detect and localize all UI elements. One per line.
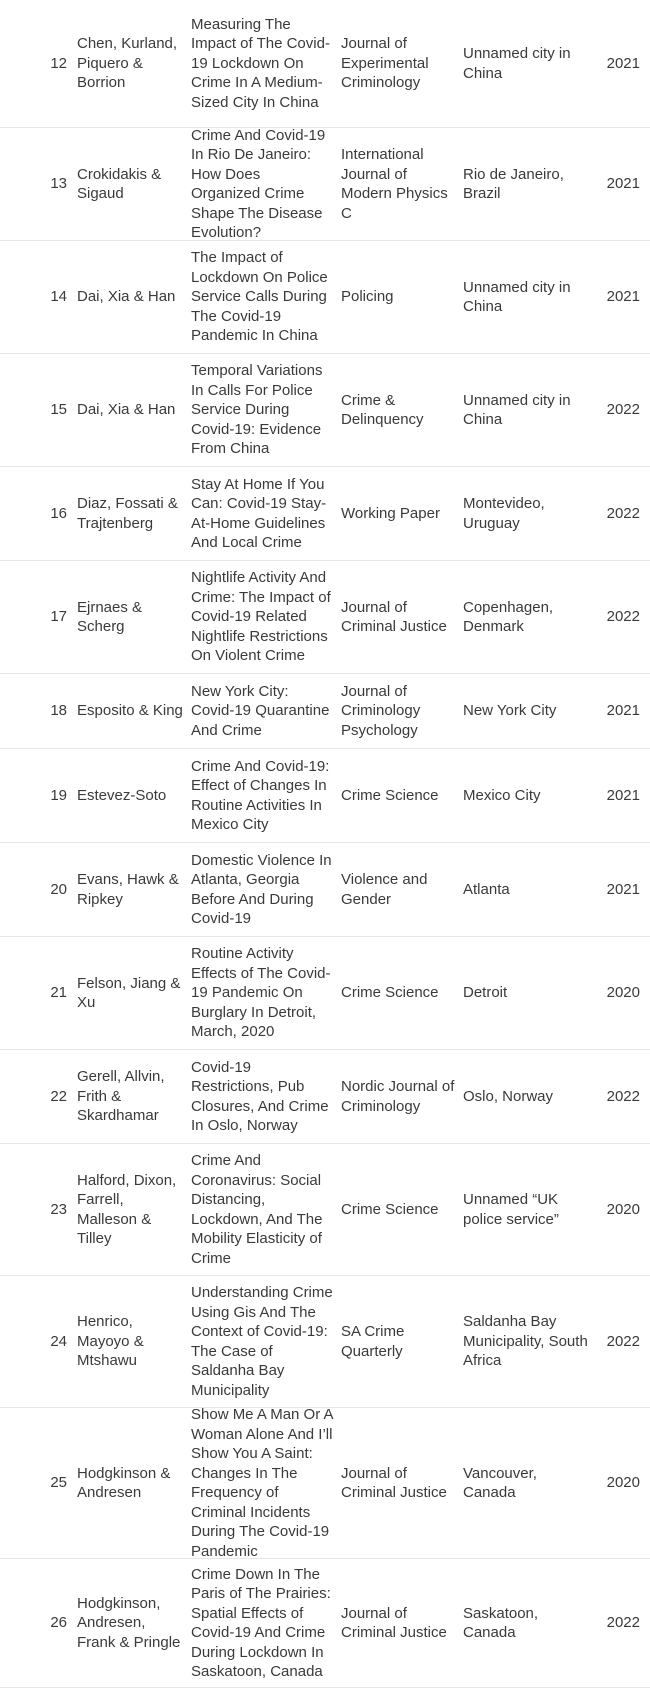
authors-cell: Esposito & King: [77, 702, 183, 720]
year-cell: 2021: [606, 288, 640, 306]
title-cell: Routine Activity Effects of The Covid-19 Pandemic On Burglary In Detroit, March, 2020: [191, 945, 331, 1041]
location-cell: Saskatoon, Canada: [463, 1604, 539, 1641]
table-row: [0, 843, 650, 937]
journal-cell: Policing: [341, 288, 394, 306]
year-cell: 2021: [606, 880, 640, 898]
row-number: 25: [50, 1474, 67, 1492]
table-row: [0, 1144, 650, 1276]
location-cell: Unnamed city in China: [463, 391, 571, 428]
table-row: [0, 1050, 650, 1144]
journal-cell: International Journal of Modern Physics C: [341, 146, 448, 222]
year-cell: 2022: [606, 608, 640, 626]
authors-cell: Evans, Hawk & Ripkey: [77, 871, 179, 908]
row-number: 23: [50, 1200, 67, 1218]
authors-cell: Gerell, Allvin, Frith & Skardhamar: [77, 1068, 165, 1125]
year-cell: 2021: [606, 702, 640, 720]
title-cell: Domestic Violence In Atlanta, Georgia Before And During Covid-19: [191, 851, 332, 927]
row-number: 16: [50, 504, 67, 522]
title-cell: Crime Down In The Paris of The Prairies: Spatial Effects of Covid-19 And Crime During Lockdown In Saskatoon, Canada: [191, 1565, 331, 1680]
table-row: [0, 128, 650, 241]
journal-cell: Crime & Delinquency: [341, 391, 424, 428]
row-number: 12: [50, 54, 67, 72]
title-cell: Nightlife Activity And Crime: The Impact of Covid-19 Related Nightlife Restrictions On Violent Crime: [191, 569, 331, 665]
table-row: [0, 0, 650, 128]
row-number: 15: [50, 401, 67, 419]
location-cell: Vancouver, Canada: [463, 1464, 537, 1501]
location-cell: Atlanta: [463, 880, 510, 898]
authors-cell: Dai, Xia & Han: [77, 401, 176, 419]
title-cell: Crime And Covid-19 In Rio De Janeiro: How Does Organized Crime Shape The Disease Evolution?: [191, 126, 326, 241]
year-cell: 2022: [606, 1332, 640, 1350]
title-cell: The Impact of Lockdown On Police Service Calls During The Covid-19 Pandemic In China: [191, 249, 328, 345]
location-cell: Detroit: [463, 984, 508, 1002]
row-number: 24: [50, 1332, 67, 1350]
location-cell: Unnamed “UK police service”: [463, 1191, 559, 1228]
journal-cell: Crime Science: [341, 786, 439, 804]
location-cell: New York City: [463, 702, 557, 720]
journal-cell: Journal of Experimental Criminology: [341, 35, 429, 92]
location-cell: Copenhagen, Denmark: [463, 598, 554, 635]
title-cell: Show Me A Man Or A Woman Alone And I’ll Show You A Saint: Changes In The Frequency of Criminal Incidents During The Covid-19 Pandemic: [191, 1406, 333, 1560]
year-cell: 2022: [606, 401, 640, 419]
journal-cell: Working Paper: [341, 504, 440, 522]
year-cell: 2020: [606, 984, 640, 1002]
year-cell: 2022: [606, 504, 640, 522]
authors-cell: Diaz, Fossati & Trajtenberg: [77, 495, 178, 532]
title-cell: Crime And Coronavirus: Social Distancing, Lockdown, And The Mobility Elasticity of Crime: [191, 1152, 323, 1267]
year-cell: 2022: [606, 1087, 640, 1105]
journal-cell: Journal of Criminal Justice: [341, 1604, 447, 1641]
authors-cell: Halford, Dixon, Farrell, Malleson & Tilley: [77, 1171, 177, 1247]
journal-cell: SA Crime Quarterly: [341, 1323, 405, 1360]
row-number: 20: [50, 880, 67, 898]
authors-cell: Henrico, Mayoyo & Mtshawu: [77, 1313, 144, 1370]
title-cell: New York City: Covid-19 Quarantine And Crime: [191, 682, 330, 739]
journal-cell: Journal of Criminal Justice: [341, 598, 447, 635]
title-cell: Understanding Crime Using Gis And The Context of Covid-19: The Case of Saldanha Bay Municipality: [191, 1284, 333, 1399]
location-cell: Rio de Janeiro, Brazil: [463, 165, 564, 202]
location-cell: Unnamed city in China: [463, 45, 571, 82]
title-cell: Covid-19 Restrictions, Pub Closures, And Crime In Oslo, Norway: [191, 1058, 329, 1134]
location-cell: Oslo, Norway: [463, 1087, 554, 1105]
table-row: [0, 241, 650, 354]
row-number: 14: [50, 288, 67, 306]
location-cell: Montevideo, Uruguay: [463, 495, 545, 532]
authors-cell: Dai, Xia & Han: [77, 288, 176, 306]
location-cell: Mexico City: [463, 786, 541, 804]
year-cell: 2021: [606, 175, 640, 193]
table-row: [0, 1408, 650, 1559]
title-cell: Measuring The Impact of The Covid-19 Lockdown On Crime In A Medium-Sized City In China: [191, 15, 330, 111]
table-row: [0, 1276, 650, 1408]
authors-cell: Ejrnaes & Scherg: [77, 598, 143, 635]
journal-cell: Journal of Criminal Justice: [341, 1464, 447, 1501]
authors-cell: Chen, Kurland, Piquero & Borrion: [77, 35, 178, 92]
journal-cell: Violence and Gender: [341, 871, 428, 908]
table-row: [0, 467, 650, 561]
title-cell: Temporal Variations In Calls For Police Service During Covid-19: Evidence From China: [191, 362, 323, 458]
title-cell: Crime And Covid-19: Effect of Changes In Routine Activities In Mexico City: [191, 757, 330, 833]
year-cell: 2020: [606, 1474, 640, 1492]
authors-cell: Hodgkinson & Andresen: [77, 1464, 171, 1501]
row-number: 26: [50, 1614, 67, 1632]
authors-cell: Hodgkinson, Andresen, Frank & Pringle: [77, 1594, 181, 1651]
row-number: 22: [50, 1087, 67, 1105]
table-row: [0, 749, 650, 843]
location-cell: Unnamed city in China: [463, 278, 571, 315]
table-row: [0, 674, 650, 749]
row-number: 19: [50, 786, 67, 804]
journal-cell: Nordic Journal of Criminology: [341, 1078, 455, 1115]
year-cell: 2021: [606, 786, 640, 804]
year-cell: 2021: [606, 54, 640, 72]
row-number: 13: [50, 175, 67, 193]
authors-cell: Felson, Jiang & Xu: [77, 974, 181, 1011]
row-number: 17: [50, 608, 67, 626]
location-cell: Saldanha Bay Municipality, South Africa: [463, 1313, 588, 1370]
year-cell: 2022: [606, 1614, 640, 1632]
journal-cell: Journal of Criminology Psychology: [341, 682, 421, 739]
row-number: 21: [50, 984, 67, 1002]
table-row: [0, 354, 650, 467]
authors-cell: Crokidakis & Sigaud: [77, 165, 162, 202]
table-row: [0, 561, 650, 674]
table-row: [0, 1559, 650, 1688]
row-number: 18: [50, 702, 67, 720]
journal-cell: Crime Science: [341, 984, 439, 1002]
year-cell: 2020: [606, 1200, 640, 1218]
journal-cell: Crime Science: [341, 1200, 439, 1218]
authors-cell: Estevez-Soto: [77, 786, 167, 804]
table-row: [0, 937, 650, 1050]
title-cell: Stay At Home If You Can: Covid-19 Stay-At-Home Guidelines And Local Crime: [191, 475, 327, 551]
